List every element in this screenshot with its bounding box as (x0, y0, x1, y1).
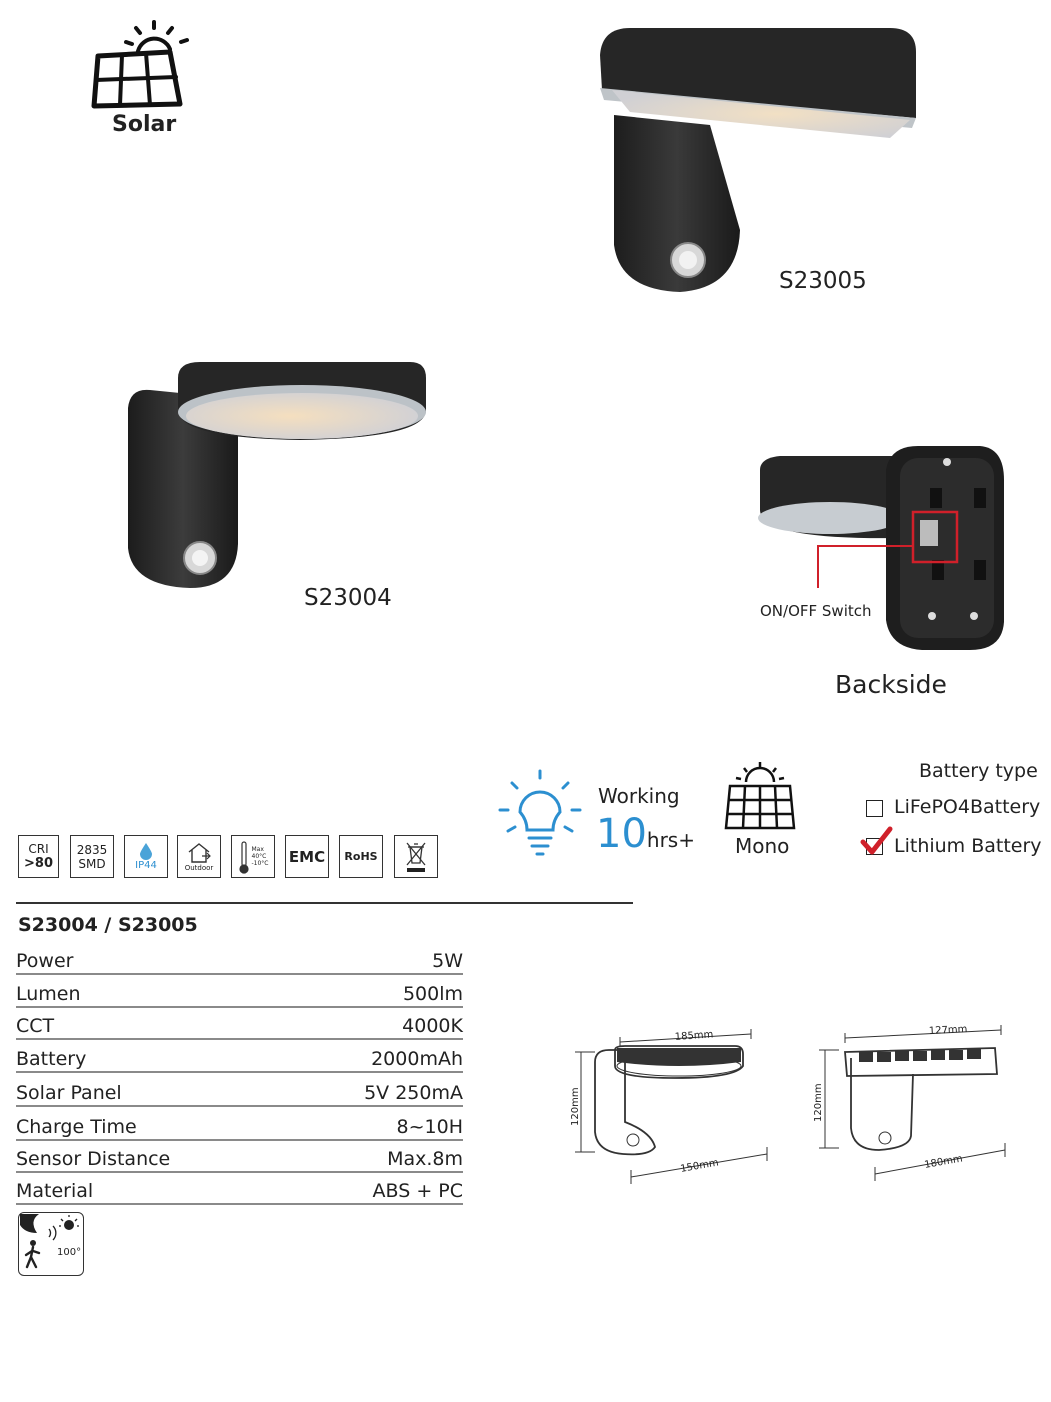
spec-row-charge-time (16, 1111, 463, 1141)
spec-name: Power (16, 950, 74, 972)
dim-depth-180: 180mm (923, 1153, 964, 1171)
temp-max-label: Max (251, 846, 264, 853)
thermometer-icon (238, 840, 250, 874)
spec-value: 500lm (402, 983, 463, 1005)
spec-row-battery (16, 1043, 463, 1073)
spec-value: Max.8m (387, 1148, 463, 1170)
house-icon (186, 842, 212, 864)
spec-name: Material (16, 1180, 94, 1202)
product-image-s23004 (120, 348, 440, 593)
crossed-bin-icon (403, 841, 429, 873)
cri-label: CRI (28, 842, 49, 856)
cri-value: >80 (24, 856, 53, 871)
on-off-switch-label: ON/OFF Switch (760, 602, 872, 620)
lithium-label: Lithium Battery (894, 835, 1042, 857)
mono-label: Mono (735, 834, 790, 858)
outdoor-label: Outdoor (184, 863, 214, 872)
spec-value: 5W (432, 950, 463, 972)
weee-badge (394, 835, 438, 878)
dim-depth-150: 150mm (679, 1157, 720, 1175)
solar-logo (86, 16, 196, 141)
model-label-s23004: S23004 (304, 585, 392, 611)
smd-badge (70, 835, 114, 878)
ip44-badge (124, 835, 168, 878)
spec-row-material (16, 1175, 463, 1205)
spec-value: 5V 250mA (364, 1082, 463, 1104)
spec-name: CCT (16, 1015, 55, 1037)
spec-name: Solar Panel (16, 1082, 122, 1104)
lifepo4-label: LiFePO4Battery (894, 796, 1041, 818)
rohs-badge (339, 835, 383, 878)
solar-panel-sun-icon (86, 16, 196, 116)
spec-value: 4000K (402, 1015, 463, 1037)
dim-height-120-a: 120mm (570, 1087, 581, 1126)
lifepo4-checkbox[interactable] (866, 800, 883, 817)
dim-width-127: 127mm (928, 1023, 968, 1037)
spec-value: ABS + PC (372, 1180, 463, 1202)
working-hours-unit: hrs+ (646, 828, 695, 852)
water-drop-icon (139, 842, 153, 860)
solar-label: Solar (112, 112, 177, 137)
backside-image (750, 440, 1010, 660)
mono-panel-icon (722, 760, 798, 832)
smd-label: SMD (78, 856, 106, 871)
spec-row-power (16, 945, 463, 975)
backside-title: Backside (835, 670, 947, 699)
temperature-badge (231, 835, 275, 878)
motion-sensor-badge (18, 1212, 84, 1276)
spec-value: 8~10H (396, 1116, 463, 1138)
outdoor-badge (177, 835, 221, 878)
spec-row-solar-panel (16, 1077, 463, 1107)
ip44-label: IP44 (135, 860, 157, 871)
spec-row-lumen (16, 978, 463, 1008)
dimension-drawing-s23004 (565, 1022, 790, 1192)
smd-number: 2835 (76, 842, 108, 857)
model-label-s23005: S23005 (779, 268, 867, 294)
battery-type-title: Battery type (919, 760, 1038, 782)
spec-row-sensor-distance (16, 1143, 463, 1173)
spec-name: Charge Time (16, 1116, 137, 1138)
spec-row-cct (16, 1010, 463, 1040)
spec-value: 2000mAh (371, 1048, 463, 1070)
spec-name: Lumen (16, 983, 81, 1005)
cri-badge (18, 835, 59, 878)
temp-high-value: 40°C (251, 853, 267, 860)
working-hours (596, 811, 695, 857)
dimension-drawing-s23005 (805, 1018, 1020, 1188)
product-image-s23005 (590, 20, 930, 300)
working-hours-value: 10 (596, 811, 647, 857)
temp-low-value: -10°C (251, 860, 269, 867)
spec-name: Battery (16, 1048, 87, 1070)
light-bulb-icon (498, 768, 584, 862)
rohs-label: RoHS (344, 850, 378, 863)
spec-title: S23004 / S23005 (18, 914, 198, 936)
spec-name: Sensor Distance (16, 1148, 171, 1170)
spec-divider (16, 902, 633, 904)
dim-height-120-b: 120mm (813, 1083, 824, 1122)
emc-label: EMC (288, 847, 326, 866)
working-label: Working (598, 784, 680, 808)
dim-width-185: 185mm (674, 1029, 714, 1043)
emc-badge (285, 835, 329, 878)
checkmark-icon (860, 826, 894, 858)
sensor-angle: 100° (57, 1247, 82, 1258)
moon-sun-motion-icon (19, 1213, 83, 1275)
